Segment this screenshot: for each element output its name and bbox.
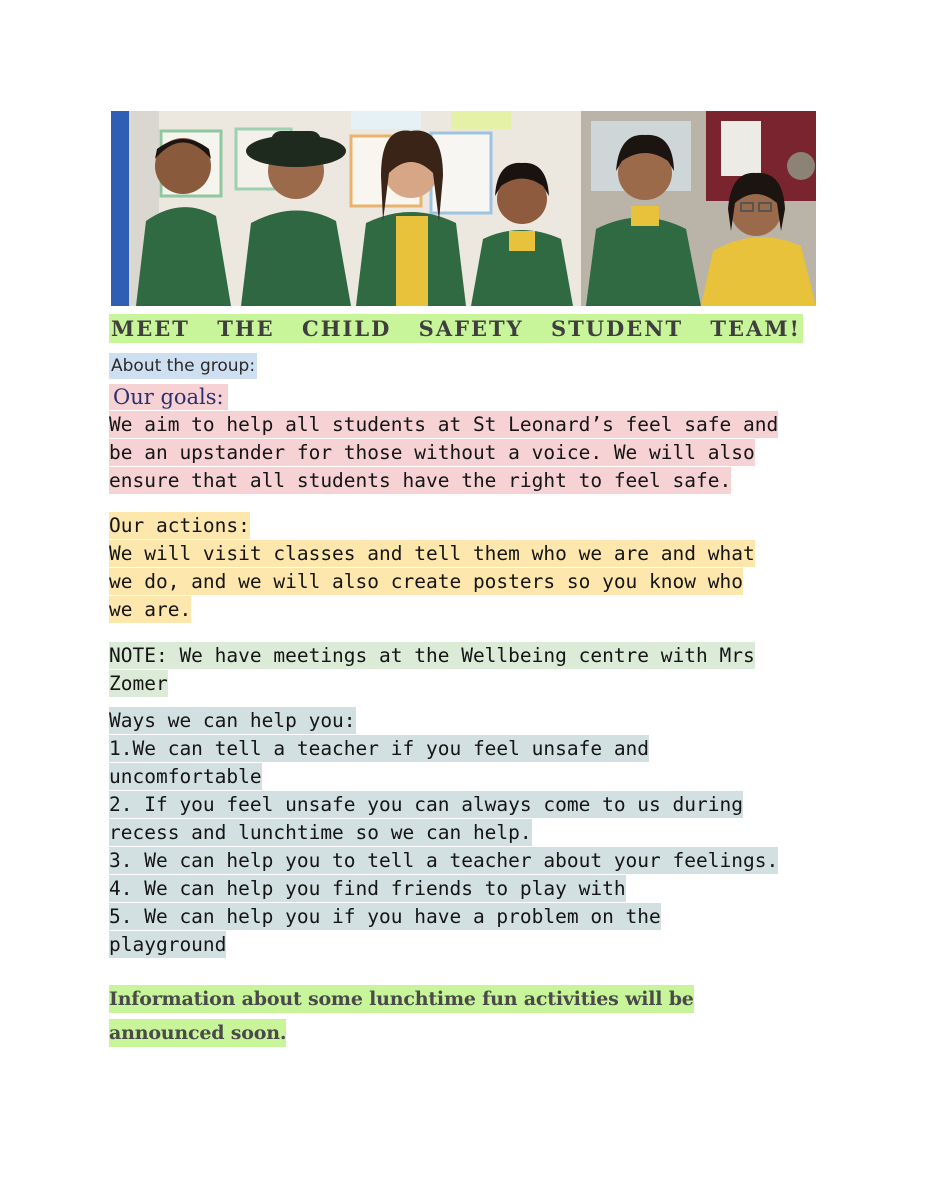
footer-line: announced soon.: [109, 1019, 286, 1047]
list-item: uncomfortable: [109, 765, 262, 788]
goals-line: ensure that all students have the right to feel safe.: [109, 469, 732, 492]
note-paragraph: [109, 642, 829, 698]
actions-line: we do, and we will also create posters so you know who: [109, 570, 743, 593]
footer-announcement: [109, 982, 829, 1050]
page-title-text: MEET THE CHILD SAFETY STUDENT TEAM!: [111, 316, 801, 341]
about-label-text: About the group:: [109, 353, 257, 379]
goals-line: be an upstander for those without a voice. We will also: [109, 441, 755, 464]
team-photo: [111, 111, 816, 306]
ways-list: [109, 707, 829, 959]
list-item: 5. We can help you if you have a problem on the: [109, 905, 661, 928]
list-item: playground: [109, 933, 227, 956]
note-line: Zomer: [109, 672, 168, 695]
goals-heading-text: Our goals:: [109, 384, 228, 410]
list-item: 3. We can help you to tell a teacher about your feelings.: [109, 849, 779, 872]
goals-heading: [109, 383, 829, 411]
actions-line: We will visit classes and tell them who we are and what: [109, 542, 755, 565]
ways-heading: Ways we can help you:: [109, 709, 356, 732]
actions-line: we are.: [109, 598, 192, 621]
goals-paragraph: [109, 411, 829, 495]
page-title: [109, 312, 829, 346]
note-line: NOTE: We have meetings at the Wellbeing centre with Mrs: [109, 644, 755, 667]
actions-paragraph: [109, 512, 829, 624]
about-label: [109, 352, 829, 380]
list-item: 2. If you feel unsafe you can always come to us during: [109, 793, 743, 816]
list-item: 1.We can tell a teacher if you feel unsafe and: [109, 737, 650, 760]
list-item: recess and lunchtime so we can help.: [109, 821, 532, 844]
actions-heading: Our actions:: [109, 514, 250, 537]
footer-line: Information about some lunchtime fun activities will be: [109, 985, 694, 1013]
goals-line: We aim to help all students at St Leonard’s feel safe and: [109, 413, 779, 436]
list-item: 4. We can help you find friends to play with: [109, 877, 626, 900]
